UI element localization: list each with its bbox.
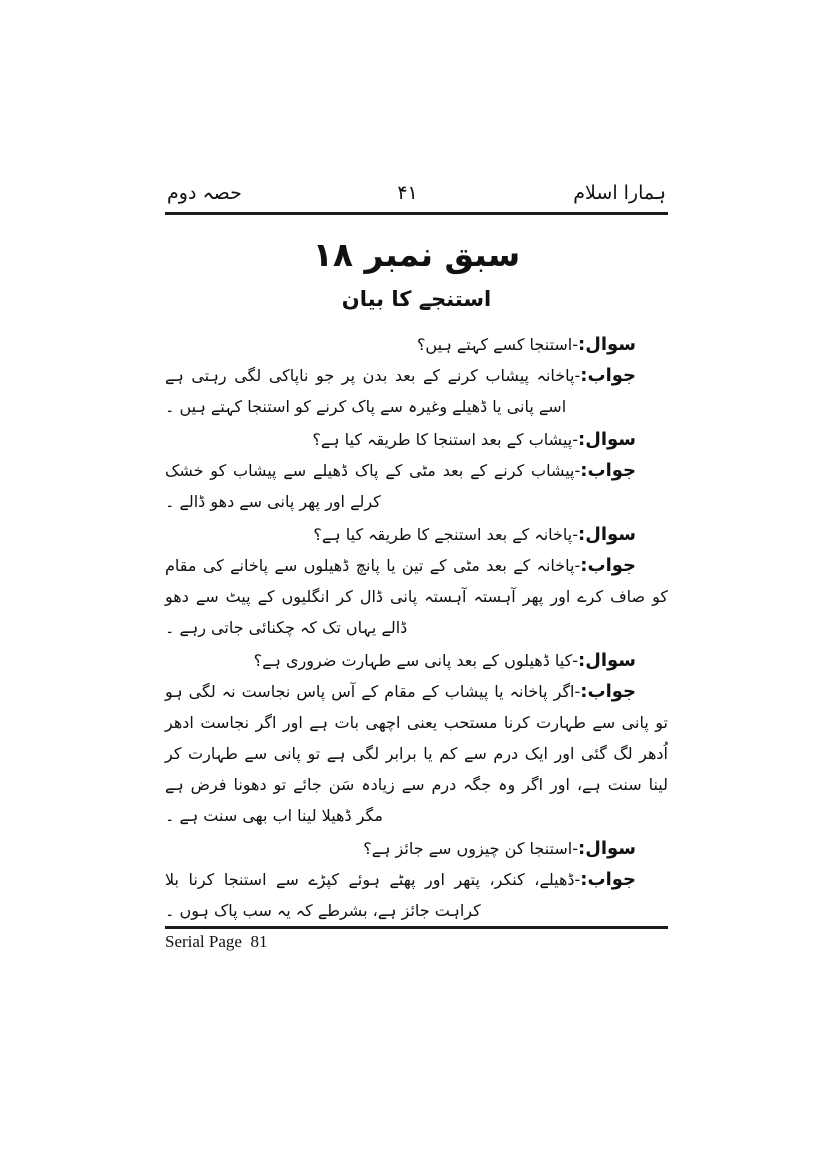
page-header (165, 182, 668, 212)
answer-label: جواب: (580, 680, 636, 702)
question-label: سوال: (578, 428, 636, 450)
page-footer (165, 926, 668, 952)
footer-rule (165, 926, 668, 929)
question-paragraph (165, 645, 668, 676)
answer-paragraph (165, 455, 668, 517)
lesson-subtitle: استنجے کا بیان (341, 286, 492, 311)
lesson-body (165, 329, 668, 926)
question-label: سوال: (578, 649, 636, 671)
answer-label: جواب: (580, 868, 636, 890)
lesson-title: سبق نمبر ۱۸ (312, 235, 521, 274)
book-title: ہمارا اسلام (573, 182, 666, 204)
question-label: سوال: (578, 837, 636, 859)
question-text: -کیا ڈھیلوں کے بعد پانی سے طہارت ضروری ہے؟ (253, 650, 579, 670)
question-paragraph (165, 329, 668, 360)
answer-text: -اگر پاخانہ یا پیشاب کے مقام کے آس پاس نجاست نہ لگی ہو تو پانی سے طہارت کرنا مستحب یعنی اچھی بات ہے اور اگر نجاست ادھر اُدھر لگ گئی اور ایک درم سے کم یا برابر لگی ہے تو پانی سے طہارت کر لینا سنت ہے، اور اگر وہ جگہ درم سے زیادہ سَن جائے تو دھونا فرض ہے مگر ڈھیلا لینا اب بھی سنت ہے ۔ (165, 681, 668, 825)
answer-text: -پاخانہ پیشاب کرنے کے بعد بدن پر جو ناپاکی لگی رہتی ہے اسے پانی یا ڈھیلے وغیرہ سے پاک کرنے کو استنجا کہتے ہیں ۔ (165, 365, 581, 416)
question-paragraph (165, 424, 668, 455)
question-text: -پاخانہ کے بعد استنجے کا طریقہ کیا ہے؟ (313, 524, 579, 544)
page-content (165, 182, 668, 926)
question-text: -استنجا کسے کہتے ہیں؟ (416, 334, 579, 354)
answer-text: -پیشاب کرنے کے بعد مٹی کے پاک ڈھیلے سے پیشاب کو خشک کرلے اور پھر پانی سے دھو ڈالے ۔ (165, 460, 581, 511)
question-paragraph (165, 833, 668, 864)
answer-text: -پاخانہ کے بعد مٹی کے تین یا پانچ ڈھیلوں سے پاخانے کی مقام کو صاف کرے اور پھر آہستہ آہستہ پانی ڈال کر انگلیوں کے پیٹ سے دھو ڈالے یہاں تک کہ چکنائی جاتی رہے ۔ (165, 555, 668, 637)
answer-paragraph (165, 676, 668, 831)
header-rule (165, 212, 668, 215)
header-page-number: ۴۱ (397, 182, 418, 204)
question-text: -استنجا کن چیزوں سے جائز ہے؟ (363, 838, 579, 858)
answer-label: جواب: (580, 459, 636, 481)
answer-text: -ڈھیلے، کنکر، پتھر اور پھٹے ہوئے کپڑے سے استنجا کرنا بلا کراہت جائز ہے، بشرطے کہ یہ سب پاک ہوں ۔ (165, 869, 581, 920)
question-text: -پیشاب کے بعد استنجا کا طریقہ کیا ہے؟ (312, 429, 579, 449)
question-paragraph (165, 519, 668, 550)
serial-page-label: Serial Page 81 (165, 932, 268, 951)
answer-label: جواب: (580, 554, 636, 576)
answer-paragraph (165, 360, 668, 422)
part-label: حصہ دوم (167, 182, 242, 204)
question-label: سوال: (578, 333, 636, 355)
answer-label: جواب: (580, 364, 636, 386)
answer-paragraph (165, 864, 668, 926)
answer-paragraph (165, 550, 668, 643)
question-label: سوال: (578, 523, 636, 545)
